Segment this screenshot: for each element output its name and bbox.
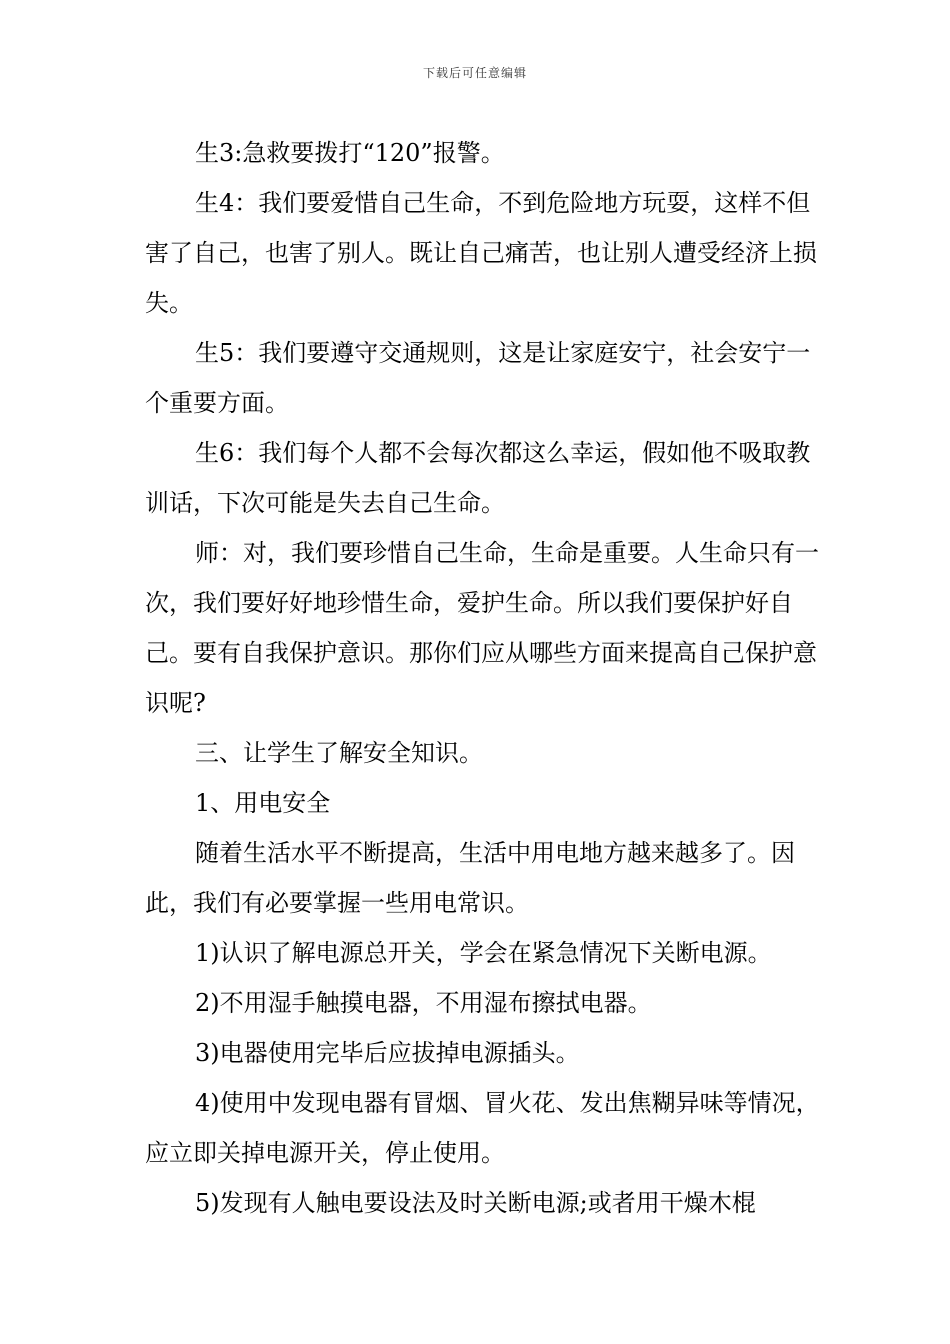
paragraph-electricity-intro: 随着生活水平不断提高，生活中用电地方越来越多了。因此，我们有必要掌握一些用电常识。 bbox=[145, 839, 795, 917]
paragraph-student-6: 生6：我们每个人都不会每次都这么幸运，假如他不吸取教训话，下次可能是失去自己生命。 bbox=[145, 439, 811, 517]
document-body bbox=[145, 128, 825, 1228]
paragraph-student-4: 生4：我们要爱惜自己生命，不到危险地方玩耍，这样不但害了自己，也害了别人。既让自己痛苦，也让别人遭受经济上损失。 bbox=[145, 189, 817, 317]
list-item-rule-1: 1)认识了解电源总开关，学会在紧急情况下关断电源。 bbox=[195, 939, 772, 967]
paragraph-teacher: 师：对，我们要珍惜自己生命，生命是重要。人生命只有一次，我们要好好地珍惜生命，爱护生命。所以我们要保护好自己。要有自我保护意识。那你们应从哪些方面来提高自己保护意识呢? bbox=[145, 539, 819, 717]
paragraph-student-3: 生3:急救要拨打“120”报警。 bbox=[195, 139, 505, 167]
section-heading-safety-knowledge: 三、让学生了解安全知识。 bbox=[195, 739, 483, 767]
page-header-note: 下载后可任意编辑 bbox=[422, 66, 527, 80]
list-item-rule-5: 5)发现有人触电要设法及时关断电源;或者用干燥木棍 bbox=[195, 1189, 756, 1217]
list-item-rule-4: 4)使用中发现电器有冒烟、冒火花、发出焦糊异味等情况，应立即关掉电源开关，停止使用。 bbox=[145, 1089, 820, 1167]
list-item-rule-2: 2)不用湿手触摸电器，不用湿布擦拭电器。 bbox=[195, 989, 652, 1017]
subsection-heading-electricity: 1、用电安全 bbox=[195, 789, 331, 817]
list-item-rule-3: 3)电器使用完毕后应拔掉电源插头。 bbox=[195, 1039, 580, 1067]
paragraph-student-5: 生5：我们要遵守交通规则，这是让家庭安宁，社会安宁一个重要方面。 bbox=[145, 339, 811, 417]
